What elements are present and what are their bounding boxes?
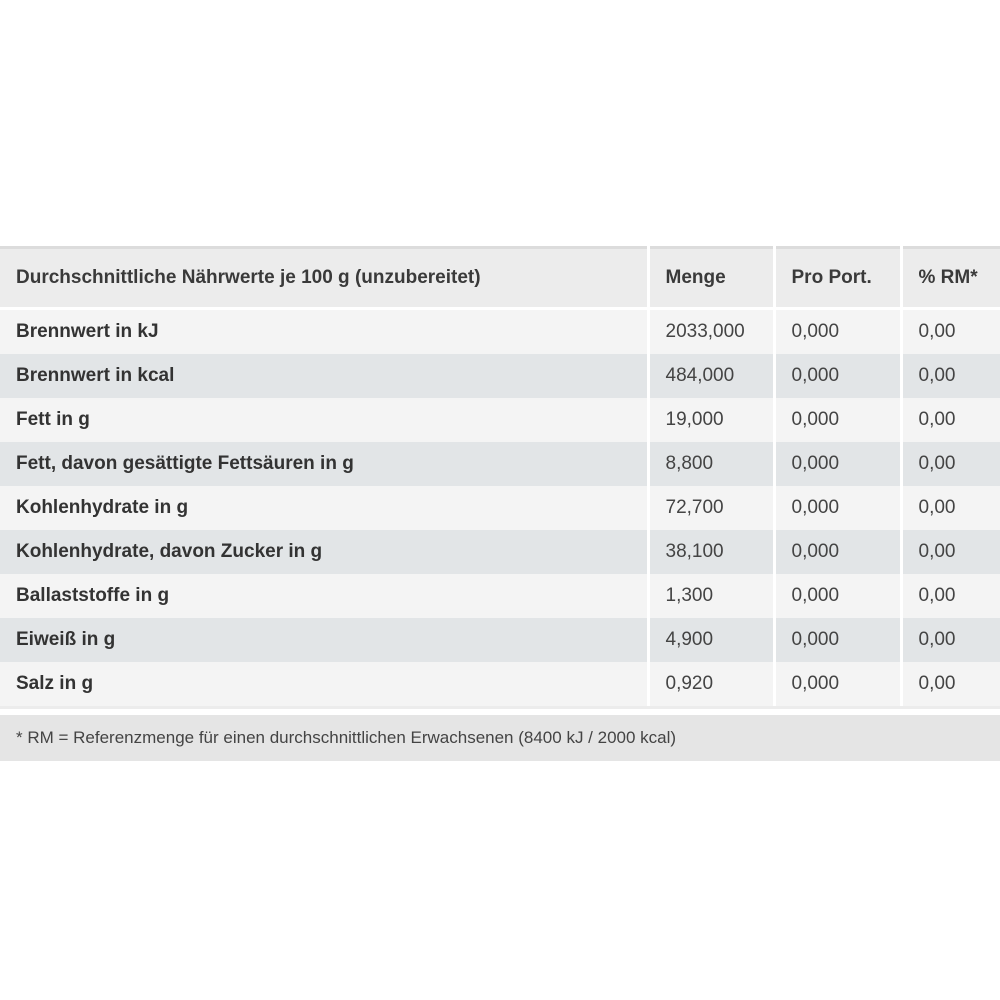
table-row (0, 618, 1000, 662)
rm-value: 0,00 (901, 398, 1000, 442)
rm-value: 0,00 (901, 530, 1000, 574)
menge-value: 0,920 (648, 662, 774, 708)
table-row (0, 574, 1000, 618)
menge-value: 8,800 (648, 442, 774, 486)
table-row (0, 662, 1000, 708)
table-row (0, 442, 1000, 486)
header-pro-port: Pro Port. (774, 248, 901, 309)
table-row (0, 309, 1000, 355)
menge-value: 2033,000 (648, 309, 774, 355)
table-row (0, 530, 1000, 574)
pro-port-value: 0,000 (774, 354, 901, 398)
pro-port-value: 0,000 (774, 309, 901, 355)
pro-port-value: 0,000 (774, 530, 901, 574)
table-header-row (0, 248, 1000, 309)
nutrient-name: Ballaststoffe in g (0, 574, 648, 618)
rm-value: 0,00 (901, 354, 1000, 398)
pro-port-value: 0,000 (774, 442, 901, 486)
nutrient-name: Salz in g (0, 662, 648, 708)
nutrition-panel (0, 246, 1000, 761)
menge-value: 4,900 (648, 618, 774, 662)
pro-port-value: 0,000 (774, 574, 901, 618)
table-row (0, 398, 1000, 442)
table-row (0, 486, 1000, 530)
rm-value: 0,00 (901, 442, 1000, 486)
header-menge: Menge (648, 248, 774, 309)
menge-value: 1,300 (648, 574, 774, 618)
header-rm: % RM* (901, 248, 1000, 309)
rm-value: 0,00 (901, 309, 1000, 355)
pro-port-value: 0,000 (774, 618, 901, 662)
table-row (0, 354, 1000, 398)
nutrient-name: Fett in g (0, 398, 648, 442)
pro-port-value: 0,000 (774, 662, 901, 708)
menge-value: 38,100 (648, 530, 774, 574)
rm-value: 0,00 (901, 662, 1000, 708)
nutrient-name: Brennwert in kJ (0, 309, 648, 355)
nutrient-name: Kohlenhydrate in g (0, 486, 648, 530)
rm-value: 0,00 (901, 486, 1000, 530)
nutrient-name: Fett, davon gesättigte Fettsäuren in g (0, 442, 648, 486)
nutrition-table (0, 246, 1000, 709)
menge-value: 72,700 (648, 486, 774, 530)
footnote: * RM = Referenzmenge für einen durchschnittlichen Erwachsenen (8400 kJ / 2000 kcal) (0, 715, 1000, 761)
nutrient-name: Eiweiß in g (0, 618, 648, 662)
menge-value: 19,000 (648, 398, 774, 442)
pro-port-value: 0,000 (774, 398, 901, 442)
header-nutrient: Durchschnittliche Nährwerte je 100 g (unzubereitet) (0, 248, 648, 309)
nutrient-name: Brennwert in kcal (0, 354, 648, 398)
rm-value: 0,00 (901, 618, 1000, 662)
rm-value: 0,00 (901, 574, 1000, 618)
nutrient-name: Kohlenhydrate, davon Zucker in g (0, 530, 648, 574)
pro-port-value: 0,000 (774, 486, 901, 530)
menge-value: 484,000 (648, 354, 774, 398)
